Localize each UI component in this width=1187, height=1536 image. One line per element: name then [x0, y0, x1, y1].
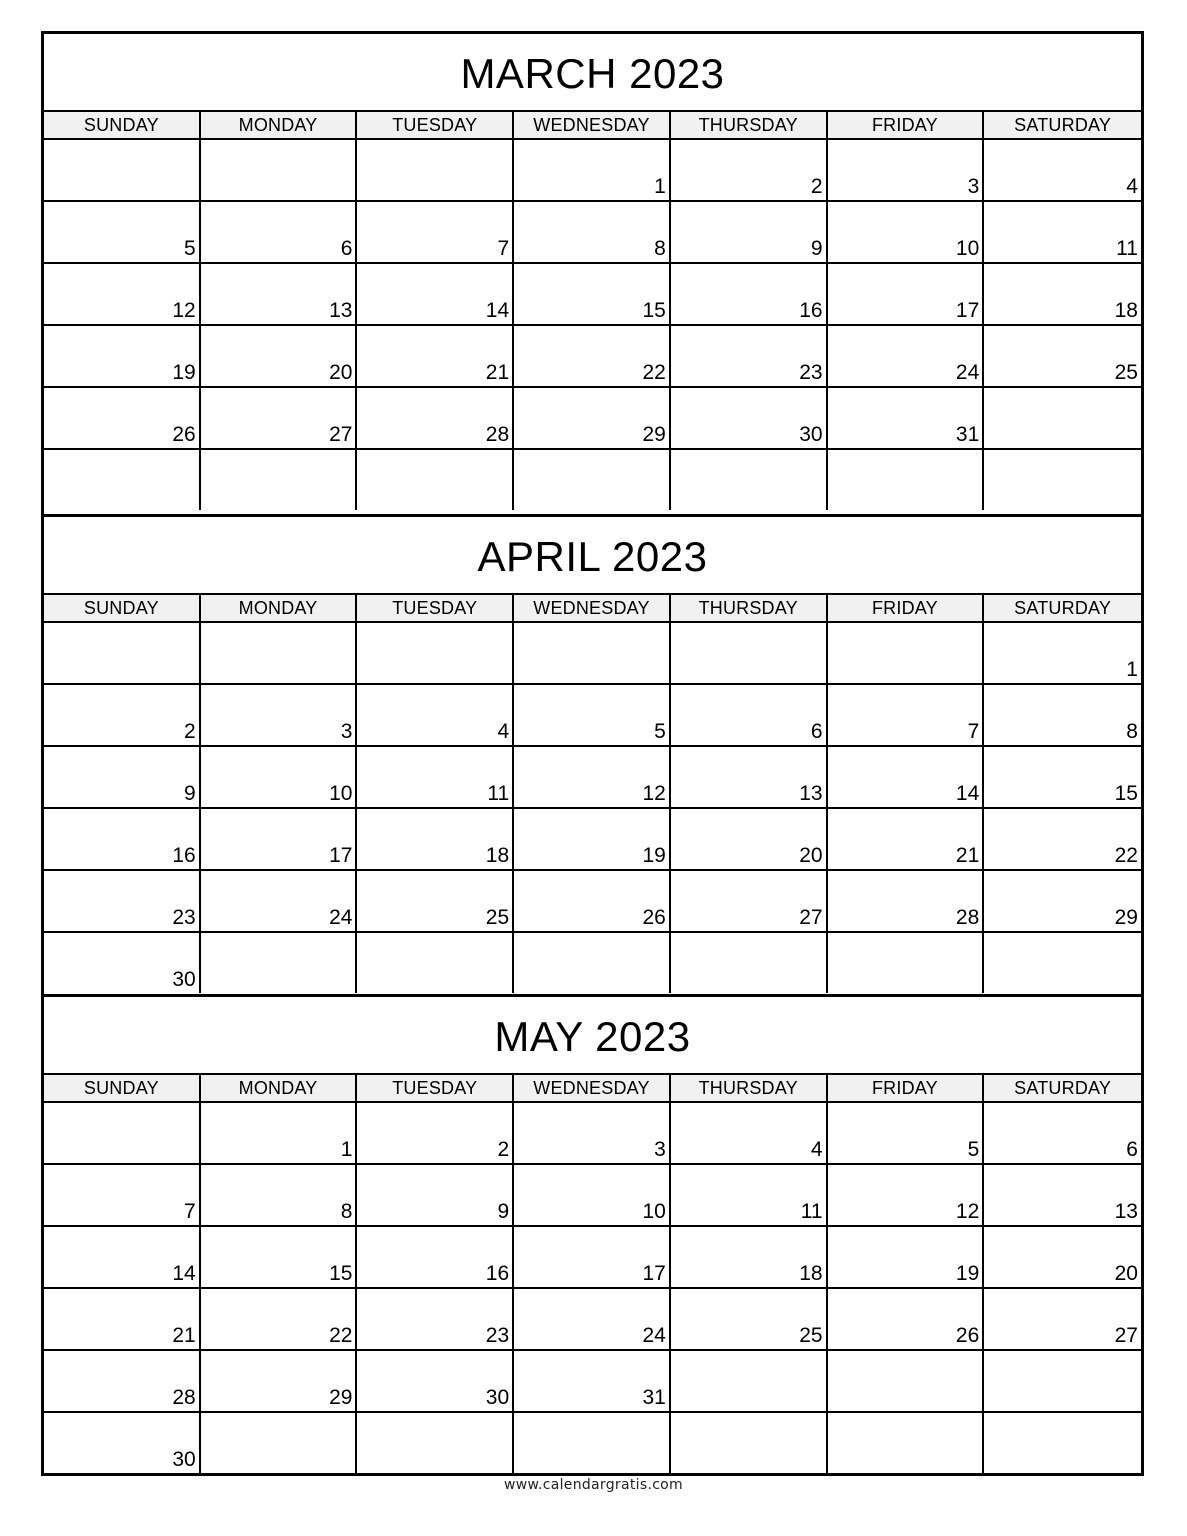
- day-number: 18: [799, 1262, 823, 1285]
- day-cell: [671, 388, 828, 450]
- day-cell: [357, 1413, 514, 1473]
- day-number: 23: [485, 1324, 510, 1347]
- day-number: 7: [497, 237, 510, 260]
- month-march: [44, 34, 1141, 514]
- day-cell: [671, 809, 828, 871]
- weekday-label: TUESDAY: [357, 112, 514, 138]
- day-cell: [357, 388, 514, 450]
- day-cell: [984, 623, 1141, 685]
- day-cell: [201, 388, 358, 450]
- day-cell: [671, 933, 828, 993]
- day-number: 3: [967, 175, 980, 198]
- day-number: 19: [172, 361, 196, 384]
- day-number: 28: [955, 906, 980, 929]
- day-number: 27: [799, 906, 823, 929]
- day-number: 16: [485, 1262, 510, 1285]
- month-may: [44, 994, 1141, 1477]
- day-cell: [514, 1165, 671, 1227]
- day-number: 28: [485, 423, 510, 446]
- day-cell: [201, 1413, 358, 1473]
- day-number: 13: [1114, 1200, 1138, 1223]
- day-cell: [514, 685, 671, 747]
- day-number: 29: [642, 423, 666, 446]
- day-cell: [201, 1103, 358, 1165]
- day-cell: [984, 871, 1141, 933]
- day-number: 19: [955, 1262, 980, 1285]
- day-cell: [201, 1227, 358, 1289]
- day-number: 8: [340, 1200, 353, 1223]
- day-number: 12: [642, 782, 666, 805]
- day-cell: [201, 450, 358, 510]
- day-cell: [201, 623, 358, 685]
- day-number: 15: [642, 299, 666, 322]
- day-cell: [44, 809, 201, 871]
- weekday-label: SUNDAY: [44, 112, 201, 138]
- day-number: 23: [172, 906, 196, 929]
- day-cell: [514, 388, 671, 450]
- day-number: 30: [172, 1448, 196, 1471]
- day-number: 19: [642, 844, 666, 867]
- weekday-label: SATURDAY: [1014, 1078, 1112, 1098]
- day-cell: [514, 264, 671, 326]
- weekday-label: WEDNESDAY: [514, 595, 671, 621]
- month-title: MARCH 2023: [44, 34, 1141, 112]
- weekday-label: THURSDAY: [671, 112, 828, 138]
- day-number: 22: [329, 1324, 353, 1347]
- day-cell: [201, 871, 358, 933]
- day-cell: [514, 450, 671, 510]
- weekday-label: TUESDAY: [357, 1075, 514, 1101]
- day-number: 15: [1114, 782, 1138, 805]
- day-number: 23: [799, 361, 823, 384]
- day-cell: [671, 202, 828, 264]
- day-cell: [984, 1351, 1141, 1413]
- day-cell: [671, 871, 828, 933]
- calendar-sheet: [41, 31, 1144, 1476]
- day-number: 17: [955, 299, 980, 322]
- day-number: 3: [340, 720, 353, 743]
- day-number: 7: [967, 720, 980, 743]
- day-cell: [828, 809, 985, 871]
- day-number: 12: [172, 299, 196, 322]
- day-number: 4: [1126, 175, 1138, 198]
- weekday-label: MONDAY: [201, 595, 358, 621]
- day-cell: [44, 1227, 201, 1289]
- day-cell: [514, 747, 671, 809]
- day-cell: [828, 747, 985, 809]
- day-cell: [984, 388, 1141, 450]
- day-number: 5: [184, 237, 196, 260]
- day-cell: [44, 871, 201, 933]
- day-cell: [514, 809, 671, 871]
- day-number: 13: [329, 299, 353, 322]
- day-number: 28: [172, 1386, 196, 1409]
- day-cell: [828, 140, 985, 202]
- day-number: 25: [799, 1324, 823, 1347]
- weekday-label: FRIDAY: [828, 112, 985, 138]
- day-number: 14: [172, 1262, 196, 1285]
- day-cell: [828, 1103, 985, 1165]
- day-cell: [357, 326, 514, 388]
- day-cell: [984, 326, 1141, 388]
- day-cell: [984, 747, 1141, 809]
- day-number: 6: [340, 237, 353, 260]
- day-cell: [357, 685, 514, 747]
- day-number: 20: [1114, 1262, 1138, 1285]
- day-cell: [44, 747, 201, 809]
- day-cell: [671, 1103, 828, 1165]
- weekday-label: SATURDAY: [1014, 598, 1112, 618]
- day-cell: [514, 933, 671, 993]
- day-cell: [357, 450, 514, 510]
- day-number: 9: [497, 1200, 510, 1223]
- day-number: 27: [329, 423, 353, 446]
- weekday-header: [44, 595, 1141, 623]
- day-cell: [44, 326, 201, 388]
- day-cell: [984, 809, 1141, 871]
- weekday-label: MONDAY: [201, 1075, 358, 1101]
- day-number: 1: [340, 1138, 353, 1161]
- day-number: 8: [654, 237, 666, 260]
- day-number: 18: [1114, 299, 1138, 322]
- day-cell: [828, 202, 985, 264]
- day-cell: [984, 202, 1141, 264]
- weekday-label: SATURDAY: [1014, 115, 1112, 135]
- day-number: 15: [329, 1262, 353, 1285]
- day-number: 21: [172, 1324, 196, 1347]
- day-number: 25: [1114, 361, 1138, 384]
- weekday-label: FRIDAY: [828, 1075, 985, 1101]
- day-cell: [514, 326, 671, 388]
- day-cell: [671, 1289, 828, 1351]
- day-cell: [514, 140, 671, 202]
- day-number: 29: [1114, 906, 1138, 929]
- day-cell: [671, 264, 828, 326]
- weekday-label: FRIDAY: [828, 595, 985, 621]
- day-cell: [828, 1351, 985, 1413]
- day-number: 10: [642, 1200, 666, 1223]
- weekday-label: MONDAY: [201, 112, 358, 138]
- day-number: 30: [172, 968, 196, 991]
- weekday-label: WEDNESDAY: [514, 112, 671, 138]
- day-number: 2: [184, 720, 196, 743]
- day-cell: [984, 450, 1141, 510]
- day-cell: [44, 1351, 201, 1413]
- day-cell: [828, 871, 985, 933]
- day-cell: [671, 326, 828, 388]
- day-cell: [671, 1227, 828, 1289]
- day-number: 17: [642, 1262, 666, 1285]
- weekday-header: [44, 112, 1141, 140]
- weekday-label: SUNDAY: [44, 1075, 201, 1101]
- day-number: 27: [1114, 1324, 1138, 1347]
- day-number: 13: [799, 782, 823, 805]
- month-title: MAY 2023: [44, 997, 1141, 1075]
- day-cell: [828, 450, 985, 510]
- day-number: 8: [1126, 720, 1138, 743]
- weekday-label: THURSDAY: [671, 595, 828, 621]
- day-cell: [984, 264, 1141, 326]
- day-number: 1: [654, 175, 666, 198]
- month-grid: [44, 1103, 1141, 1473]
- day-number: 24: [329, 906, 353, 929]
- day-cell: [201, 264, 358, 326]
- day-cell: [357, 1103, 514, 1165]
- day-cell: [44, 450, 201, 510]
- day-number: 12: [955, 1200, 980, 1223]
- day-cell: [828, 1413, 985, 1473]
- day-cell: [201, 140, 358, 202]
- day-cell: [828, 933, 985, 993]
- day-cell: [44, 623, 201, 685]
- day-cell: [828, 264, 985, 326]
- day-cell: [44, 1413, 201, 1473]
- day-cell: [44, 388, 201, 450]
- day-cell: [44, 1103, 201, 1165]
- day-cell: [357, 1165, 514, 1227]
- day-cell: [357, 623, 514, 685]
- day-cell: [828, 1165, 985, 1227]
- day-cell: [201, 685, 358, 747]
- day-cell: [514, 202, 671, 264]
- day-number: 30: [485, 1386, 510, 1409]
- weekday-header: [44, 1075, 1141, 1103]
- day-number: 16: [799, 299, 823, 322]
- day-number: 24: [642, 1324, 666, 1347]
- day-cell: [44, 685, 201, 747]
- day-cell: [44, 264, 201, 326]
- day-cell: [828, 1289, 985, 1351]
- day-number: 25: [485, 906, 510, 929]
- day-number: 4: [810, 1138, 823, 1161]
- day-number: 20: [799, 844, 823, 867]
- day-cell: [357, 1227, 514, 1289]
- day-number: 2: [810, 175, 823, 198]
- day-cell: [984, 933, 1141, 993]
- day-cell: [357, 1351, 514, 1413]
- day-number: 5: [654, 720, 666, 743]
- day-cell: [514, 1351, 671, 1413]
- day-number: 6: [810, 720, 823, 743]
- weekday-label: SUNDAY: [44, 595, 201, 621]
- day-cell: [828, 1227, 985, 1289]
- day-cell: [828, 623, 985, 685]
- day-cell: [357, 1289, 514, 1351]
- day-cell: [984, 1413, 1141, 1473]
- day-cell: [201, 809, 358, 871]
- day-cell: [201, 1165, 358, 1227]
- month-april: [44, 514, 1141, 997]
- day-number: 21: [485, 361, 510, 384]
- day-number: 18: [485, 844, 510, 867]
- day-number: 14: [955, 782, 980, 805]
- day-cell: [984, 1165, 1141, 1227]
- day-number: 17: [329, 844, 353, 867]
- day-cell: [984, 1103, 1141, 1165]
- day-cell: [514, 1103, 671, 1165]
- day-number: 6: [1126, 1138, 1138, 1161]
- day-cell: [514, 1289, 671, 1351]
- day-cell: [44, 202, 201, 264]
- day-number: 22: [642, 361, 666, 384]
- day-number: 26: [172, 423, 196, 446]
- day-cell: [201, 326, 358, 388]
- day-cell: [671, 1165, 828, 1227]
- day-cell: [44, 933, 201, 993]
- month-title: APRIL 2023: [44, 517, 1141, 595]
- day-number: 11: [1116, 237, 1138, 260]
- day-number: 26: [642, 906, 666, 929]
- day-number: 26: [955, 1324, 980, 1347]
- day-number: 10: [329, 782, 353, 805]
- day-cell: [357, 871, 514, 933]
- day-cell: [828, 326, 985, 388]
- day-number: 14: [485, 299, 510, 322]
- day-cell: [514, 1413, 671, 1473]
- day-number: 4: [497, 720, 510, 743]
- day-cell: [671, 685, 828, 747]
- day-cell: [514, 1227, 671, 1289]
- day-number: 29: [329, 1386, 353, 1409]
- day-number: 21: [955, 844, 980, 867]
- day-number: 31: [642, 1386, 666, 1409]
- day-cell: [984, 1289, 1141, 1351]
- day-number: 9: [184, 782, 196, 805]
- day-cell: [357, 202, 514, 264]
- day-number: 9: [810, 237, 823, 260]
- day-cell: [201, 202, 358, 264]
- day-number: 3: [654, 1138, 666, 1161]
- day-number: 30: [799, 423, 823, 446]
- day-cell: [201, 1351, 358, 1413]
- day-cell: [671, 623, 828, 685]
- day-cell: [44, 140, 201, 202]
- day-number: 22: [1114, 844, 1138, 867]
- footer-website: www.calendargratis.com: [504, 1477, 683, 1493]
- day-cell: [984, 685, 1141, 747]
- weekday-label: TUESDAY: [357, 595, 514, 621]
- day-cell: [201, 933, 358, 993]
- day-number: 20: [329, 361, 353, 384]
- day-number: 11: [800, 1200, 823, 1223]
- day-cell: [514, 623, 671, 685]
- day-cell: [671, 1413, 828, 1473]
- weekday-label: WEDNESDAY: [514, 1075, 671, 1101]
- day-cell: [671, 747, 828, 809]
- day-cell: [357, 747, 514, 809]
- day-number: 1: [1126, 658, 1138, 681]
- day-number: 7: [184, 1200, 196, 1223]
- month-grid: [44, 623, 1141, 993]
- day-cell: [357, 809, 514, 871]
- day-cell: [671, 450, 828, 510]
- day-number: 24: [955, 361, 980, 384]
- day-cell: [201, 747, 358, 809]
- day-cell: [828, 388, 985, 450]
- day-cell: [44, 1289, 201, 1351]
- day-cell: [984, 1227, 1141, 1289]
- day-cell: [671, 1351, 828, 1413]
- day-number: 10: [955, 237, 980, 260]
- day-cell: [984, 140, 1141, 202]
- day-cell: [357, 140, 514, 202]
- day-cell: [828, 685, 985, 747]
- day-cell: [671, 140, 828, 202]
- day-cell: [44, 1165, 201, 1227]
- day-cell: [201, 1289, 358, 1351]
- day-number: 16: [172, 844, 196, 867]
- day-cell: [357, 264, 514, 326]
- day-cell: [357, 933, 514, 993]
- day-number: 11: [487, 782, 510, 805]
- day-number: 5: [967, 1138, 980, 1161]
- day-cell: [514, 871, 671, 933]
- month-grid: [44, 140, 1141, 510]
- weekday-label: THURSDAY: [671, 1075, 828, 1101]
- day-number: 31: [955, 423, 980, 446]
- day-number: 2: [497, 1138, 510, 1161]
